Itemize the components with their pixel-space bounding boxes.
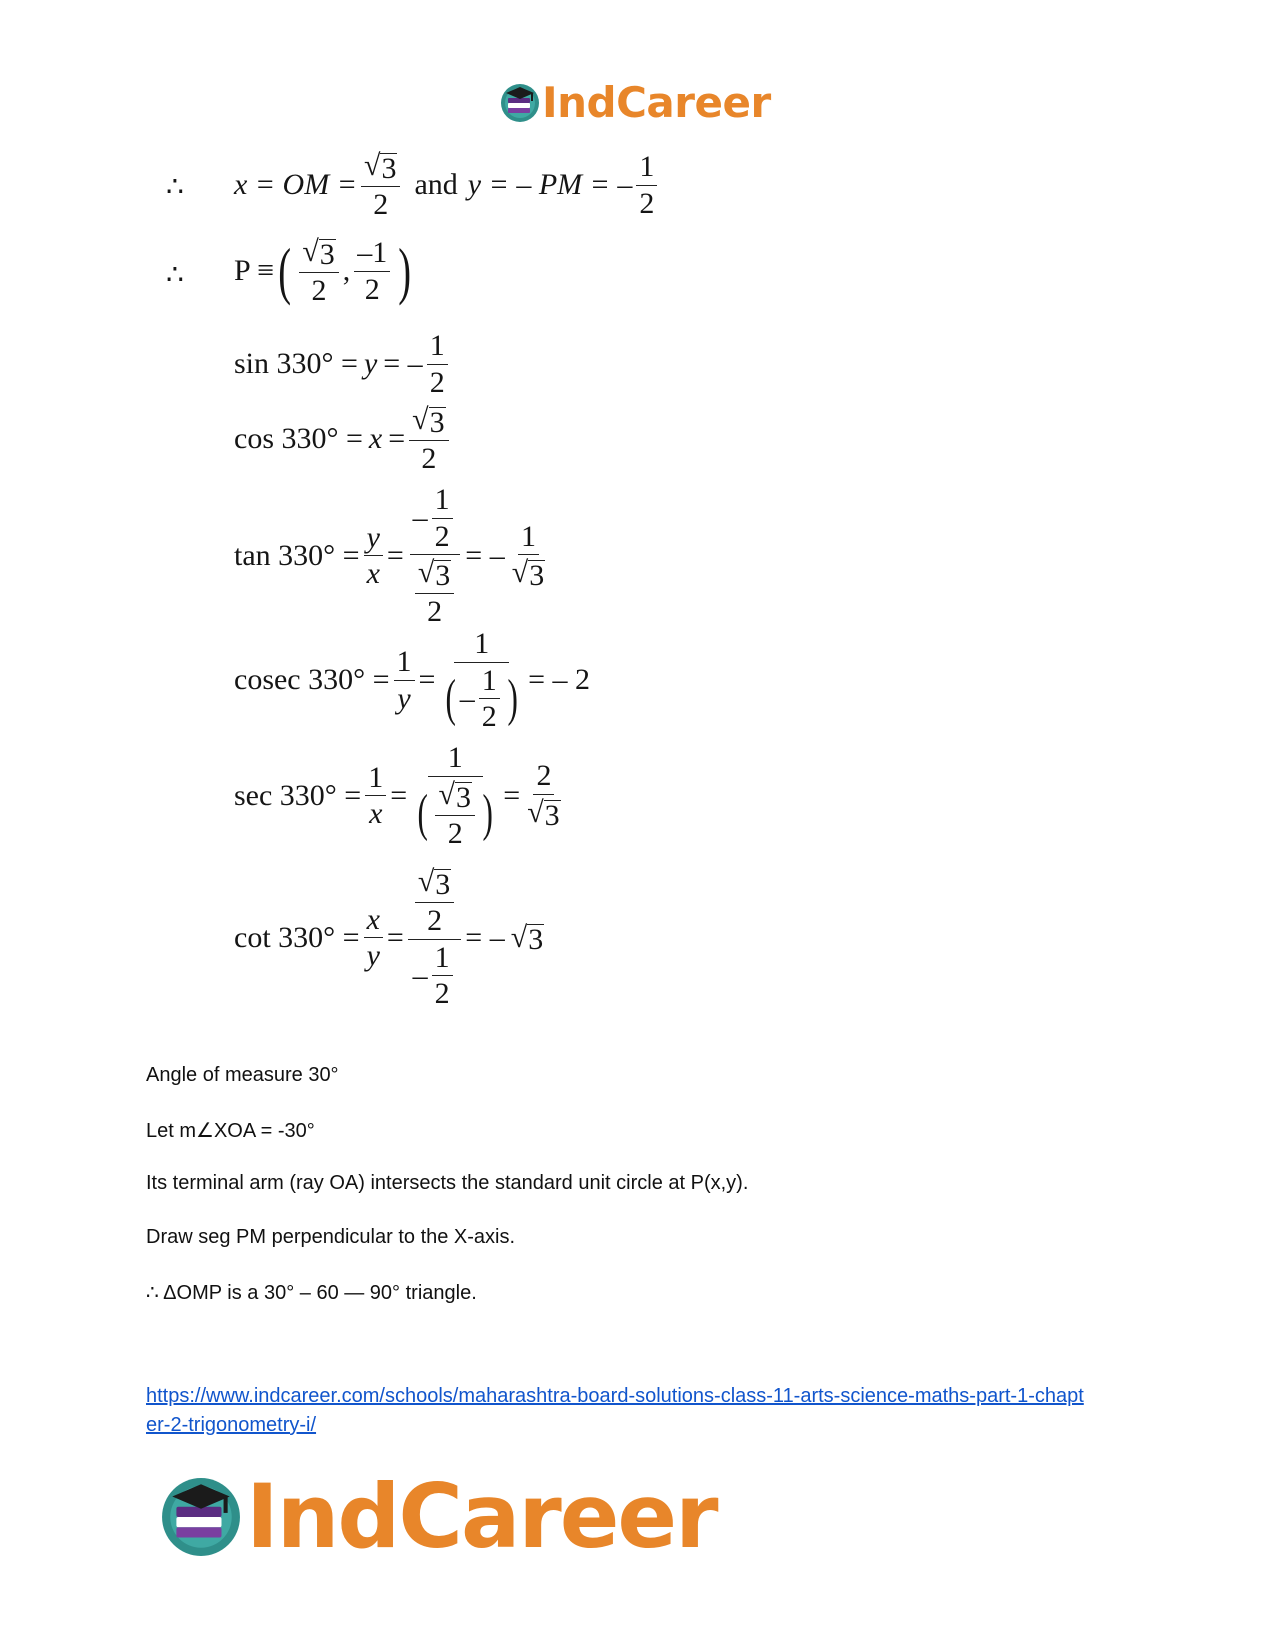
paragraph-terminal-arm: Its terminal arm (ray OA) intersects the standard unit circle at P(x,y). — [146, 1172, 749, 1194]
logo-text: IndCareer — [246, 1465, 717, 1568]
compound-fraction: 1 ( √ 3 2 ) — [417, 741, 493, 850]
paragraph-triangle: ∴ ΔOMP is a 30° – 60 — 90° triangle. — [146, 1282, 477, 1304]
fraction: $\frac{1}{2}$ — [636, 151, 657, 219]
compound-fraction: 1 ( – $\frac{1}{2}$ ) — [445, 627, 518, 733]
line-tan: tan 330° = $\frac{y}{x}$ = – $\frac{1}{2}$ √ 3 2 = – 1 √ 3 — [234, 484, 552, 628]
fraction: $\frac{1}{x}$ — [365, 762, 386, 830]
p-equiv: P ≡ — [234, 254, 274, 288]
footer-logo — [160, 1465, 717, 1568]
compound-fraction: – $\frac{1}{2}$ √ 3 2 — [408, 484, 461, 628]
fraction: √ 3 2 — [409, 404, 448, 475]
line-cosec: cosec 330° = $\frac{1}{y}$ = 1 ( – $\frac{1}{2}$ ) = – 2 — [234, 627, 591, 733]
fraction: $\frac{-1}{2}$ — [354, 237, 390, 305]
compound-fraction: √ 3 2 – $\frac{1}{2}$ — [408, 866, 461, 1010]
line-sin: sin 330° = y = – $\frac{1}{2}$ — [234, 330, 452, 398]
paragraph-draw-seg: Draw seg PM perpendicular to the X-axis. — [146, 1226, 516, 1248]
and-word: and — [414, 168, 458, 202]
graduation-cap-book-icon — [160, 1476, 242, 1558]
therefore-symbol: ∴ — [166, 260, 184, 291]
fraction: √ 3 2 — [299, 236, 338, 307]
fraction: 1 √ 3 — [511, 519, 545, 592]
y-eq-pm: y = – PM = – — [467, 168, 633, 202]
fraction: 2 √ 3 — [527, 759, 560, 832]
fraction: $\frac{1}{y}$ — [394, 646, 415, 714]
x-eq-om: x = OM = — [234, 168, 357, 202]
source-link[interactable]: https://www.indcareer.com/schools/maharashtra-board-solutions-class-11-arts-science-maths-part-1-chapter-2-trigonometry-i/ — [146, 1385, 1084, 1436]
line-cot: cot 330° = $\frac{x}{y}$ = √ 3 2 – $\frac{1}{2}$ = – √ 3 — [234, 865, 544, 1010]
fraction: $\frac{y}{x}$ — [364, 522, 383, 590]
therefore-symbol: ∴ — [166, 172, 184, 203]
paragraph-let-angle: Let m∠XOA = -30° — [146, 1120, 315, 1142]
line-point-p: P ≡ ( √ 3 2 , $\frac{-1}{2}$ ) — [234, 235, 412, 307]
fraction: $\frac{x}{y}$ — [364, 904, 383, 972]
line-coordinates — [234, 150, 661, 221]
fraction: $\frac{1}{2}$ — [427, 330, 448, 398]
paragraph-angle-measure: Angle of measure 30° — [146, 1064, 339, 1086]
fraction: √ 3 2 — [361, 150, 400, 221]
logo-text: IndCareer — [542, 78, 771, 127]
line-sec: sec 330° = $\frac{1}{x}$ = 1 ( √ 3 2 ) = 2 √ 3 — [234, 742, 568, 849]
line-cos: cos 330° = x = √ 3 2 — [234, 404, 453, 475]
